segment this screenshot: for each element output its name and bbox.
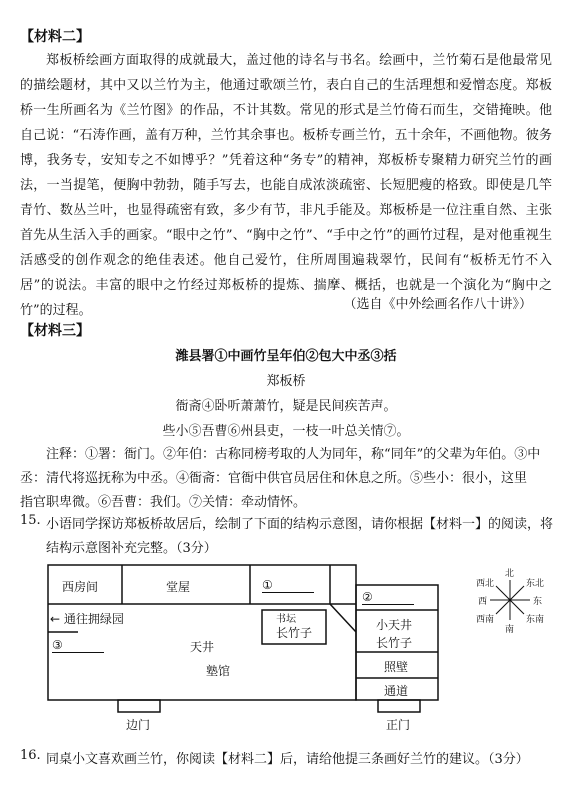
notes-line-2: 丞：清代将巡抚称为中丞。④衙斋：官衙中供官员居住和休息之所。⑤些小：很小，这里 xyxy=(20,471,528,486)
structure-diagram xyxy=(0,560,572,740)
small-courtyard: 小天井 xyxy=(376,618,413,632)
blank-2[interactable]: ② xyxy=(362,590,414,605)
q16-number: 16. xyxy=(20,748,41,763)
poem-author: 郑板桥 xyxy=(266,374,306,389)
school-hall: 塾馆 xyxy=(206,664,231,678)
compass-nw: 西北 xyxy=(476,579,495,589)
material3-title: 【材料三】 xyxy=(20,323,90,339)
room-hall: 堂屋 xyxy=(166,580,191,594)
courtyard: 天井 xyxy=(190,640,215,654)
room-west: 西房间 xyxy=(62,580,99,594)
poem-line-2: 些小⑤吾曹⑥州县吏，一枝一叶总关情⑦。 xyxy=(162,424,410,439)
poem-title: 潍县署①中画竹呈年伯②包大中丞③括 xyxy=(175,349,397,364)
blank-3[interactable]: ③ xyxy=(52,638,104,653)
poem-line-1: 衙斋④卧听萧萧竹，疑是民间疾苦声。 xyxy=(175,399,397,414)
compass-n: 北 xyxy=(505,569,515,579)
long-bamboo-2: 长竹子 xyxy=(376,636,413,650)
side-gate: 边门 xyxy=(126,718,151,732)
compass-ne: 东北 xyxy=(526,579,545,589)
screen-wall: 照壁 xyxy=(384,660,409,674)
compass-sw: 西南 xyxy=(476,615,495,625)
q15-text: 小语同学探访郑板桥故居后，绘制了下面的结构示意图，请你根据【材料一】的阅读，将 xyxy=(46,517,554,532)
q16-text: 同桌小文喜欢画兰竹，你阅读【材料二】后，请给他提三条画好兰竹的建议。（3分） xyxy=(46,752,529,767)
notes-line-3: 指官职卑微。⑥吾曹：我们。⑦关情：牵动情怀。 xyxy=(20,495,307,510)
material2-title: 【材料二】 xyxy=(20,29,90,45)
compass-se: 东南 xyxy=(526,615,545,625)
material2-source: （选自《中外绘画名作八十讲》） xyxy=(343,297,532,312)
study-altar: 书坛 xyxy=(276,614,296,625)
compass-w: 西 xyxy=(478,597,488,607)
passage: 通道 xyxy=(384,684,409,698)
notes-line-1: 注释：①署：衙门。②年伯：古称同榜考取的人为同年，称“同年”的父辈为年伯。③中 xyxy=(46,447,541,462)
material2-paragraph: 郑板桥绘画方面取得的成就最大，盖过他的诗名与书名。绘画中，兰竹菊石是他最常见的描绘题材，其中又以兰竹为主，他通过歌颂兰竹，表白自己的生活理想和爱憎态度。郑板桥一生所画名为《兰竹图》的作品，不计其数。常见的形式是兰竹倚石而生，交错掩映。他自己说：“石涛作画，盖有万种，兰竹其余事也。板桥专画兰竹，五十余年，不画他物。彼务博，我务专，安知专之不如博乎？”凭着这种“务专”的精神，郑板桥专聚精力研究兰竹的画法，一当提笔，便胸中勃勃，随手写去，也能自成浓淡疏密、长短肥瘦的格致。即使是几竿青竹、数丛兰叶，也显得疏密有致，多少有节，非凡手能及。郑板桥是一位注重自然、主张首先从生活入手的画家。“眼中之竹”、“胸中之竹”、“手中之竹”的画竹过程，是对他重视生活感受的创作观念的绝佳表述。他自己爱竹，住所周围遍栽翠竹，民间有“板桥无竹不入居”的说法。丰富的眼中之竹经过郑板桥的提炼、揣摩、概括，也就是一个演化为“胸中之竹”的过程。 xyxy=(20,53,552,318)
compass-e: 东 xyxy=(533,597,543,607)
q15-number: 15. xyxy=(20,513,41,528)
long-bamboo-1: 长竹子 xyxy=(276,626,313,640)
main-gate: 正门 xyxy=(386,718,411,732)
blank-1[interactable]: ① xyxy=(262,578,314,593)
compass-s: 南 xyxy=(505,625,515,635)
to-yonglv-garden: ← 通往拥绿园 xyxy=(50,612,124,626)
q15-text-2: 结构示意图补充完整。（3分） xyxy=(46,541,217,556)
